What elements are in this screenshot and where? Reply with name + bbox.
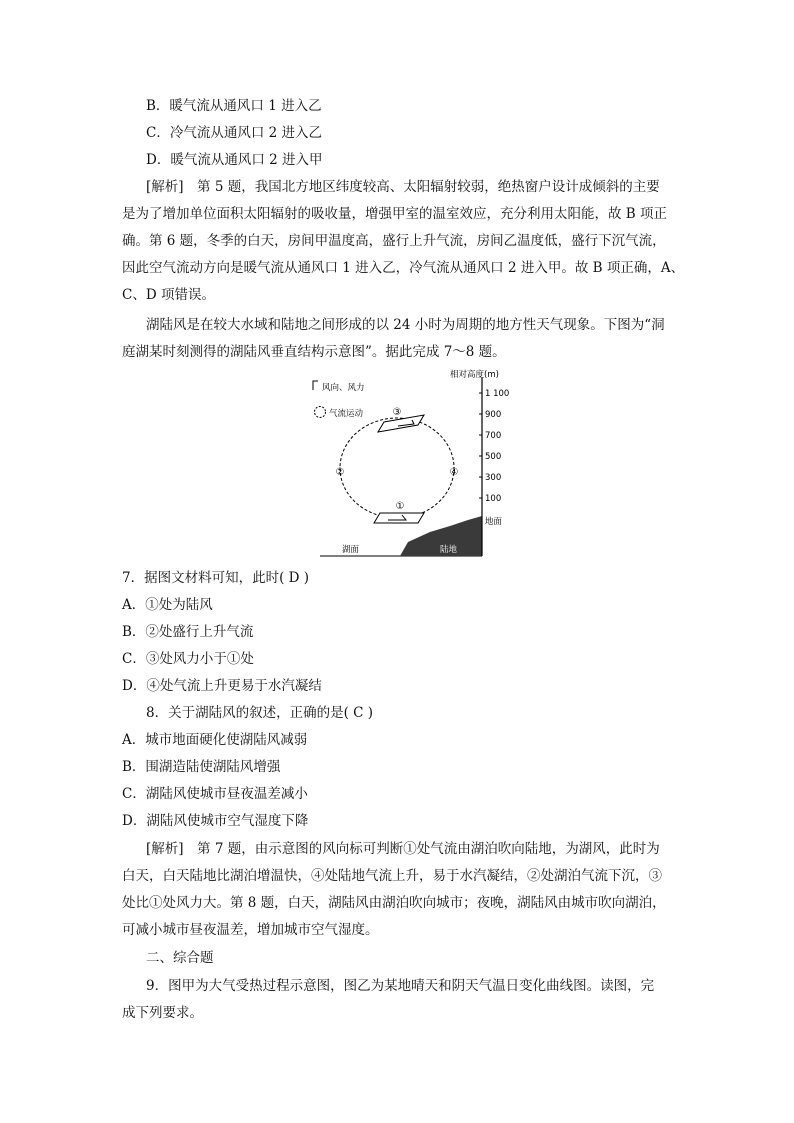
section-2-heading: 二、综合题: [146, 950, 214, 966]
q8-option-c: C．湖陆风使城市昼夜温差减小: [122, 786, 308, 802]
q8-option-b: B．围湖造陆使湖陆风增强: [122, 759, 281, 775]
tick-1100: 1 100: [485, 389, 510, 399]
q8-stem: 8．关于湖陆风的叙述，正确的是( C ): [146, 705, 374, 721]
legend-flow-label: 气流运动: [329, 409, 364, 419]
point-2: ②: [335, 467, 345, 478]
q6-option-b: B．暖气流从通风口 1 进入乙: [146, 98, 322, 114]
legend-wind-label: 风向、风力: [322, 383, 365, 393]
axis-title: 相对高度(m): [450, 370, 499, 380]
ground-label: 地面: [485, 517, 503, 527]
analysis-7-8-line-3: 处比①处风力大。第 8 题，白天，湖陆风由湖泊吹向城市；夜晚，湖陆风由城市吹向湖泊，: [122, 895, 666, 911]
tick-500: 500: [485, 452, 502, 462]
intro-line-2: 庭湖某时刻测得的湖陆风垂直结构示意图”。据此完成 7～8 题。: [122, 344, 506, 360]
q7-stem: 7．据图文材料可知，此时( D ): [122, 570, 310, 586]
tick-700: 700: [485, 431, 502, 441]
point-4: ④: [449, 467, 459, 478]
analysis-5-6-line-5: C、D 项错误。: [122, 287, 215, 303]
q9-line-1: 9．图甲为大气受热过程示意图，图乙为某地晴天和阴天气温日变化曲线图。读图，完: [146, 978, 655, 994]
tick-300: 300: [485, 473, 502, 483]
q7-option-b: B．②处盛行上升气流: [122, 624, 254, 640]
tick-900: 900: [485, 410, 502, 420]
airflow-icon: [315, 407, 326, 418]
q8-option-a: A．城市地面硬化使湖陆风减弱: [122, 732, 308, 748]
wind-vane-icon: [313, 381, 318, 390]
q7-option-c: C．③处风力小于①处: [122, 651, 254, 667]
lower-plane: [374, 513, 424, 523]
point-1: ①: [395, 501, 405, 512]
q7-option-a: A．①处为陆风: [122, 597, 213, 613]
intro-line-1: 湖陆风是在较大水域和陆地之间形成的以 24 小时为周期的地方性天气现象。下图为“洞: [146, 317, 665, 333]
analysis-7-8-line-1: [解析] 第 7 题，由示意图的风向标可判断①处气流由湖泊吹向陆地，为湖风，此时为: [146, 841, 660, 857]
q9-line-2: 成下列要求。: [122, 1005, 203, 1021]
q8-option-d: D．湖陆风使城市空气湿度下降: [122, 813, 309, 829]
lake-land-breeze-diagram: [300, 366, 522, 560]
analysis-5-6-line-3: 确。第 6 题，冬季的白天，房间甲温度高，盛行上升气流，房间乙温度低，盛行下沉气流，: [122, 233, 666, 249]
point-3: ③: [392, 407, 402, 418]
legend: [313, 381, 365, 419]
q6-option-c: C．冷气流从通风口 2 进入乙: [146, 125, 323, 141]
analysis-5-6-line-2: 是为了增加单位面积太阳辐射的吸收量，增强甲室的温室效应，充分利用太阳能，故 B 项正: [122, 206, 668, 222]
q7-option-d: D．④处气流上升更易于水汽凝结: [122, 678, 322, 694]
lake-label: 湖面: [342, 545, 360, 555]
analysis-7-8-line-4: 可减小城市昼夜温差，增加城市空气湿度。: [122, 922, 379, 938]
tick-100: 100: [485, 494, 502, 504]
analysis-7-8-line-2: 白天，白天陆地比湖泊增温快，④处陆地气流上升，易于水汽凝结，②处湖泊气流下沉，③: [122, 868, 662, 884]
analysis-5-6-line-1: [解析] 第 5 题，我国北方地区纬度较高、太阳辐射较弱，绝热窗户设计成倾斜的主要: [146, 179, 660, 195]
land-label: 陆地: [440, 545, 458, 555]
q6-option-d: D．暖气流从通风口 2 进入甲: [146, 152, 323, 168]
analysis-5-6-line-4: 因此空气流动方向是暖气流从通风口 1 进入乙，冷气流从通风口 2 进入甲。故 B 项正确，A、: [122, 260, 685, 276]
